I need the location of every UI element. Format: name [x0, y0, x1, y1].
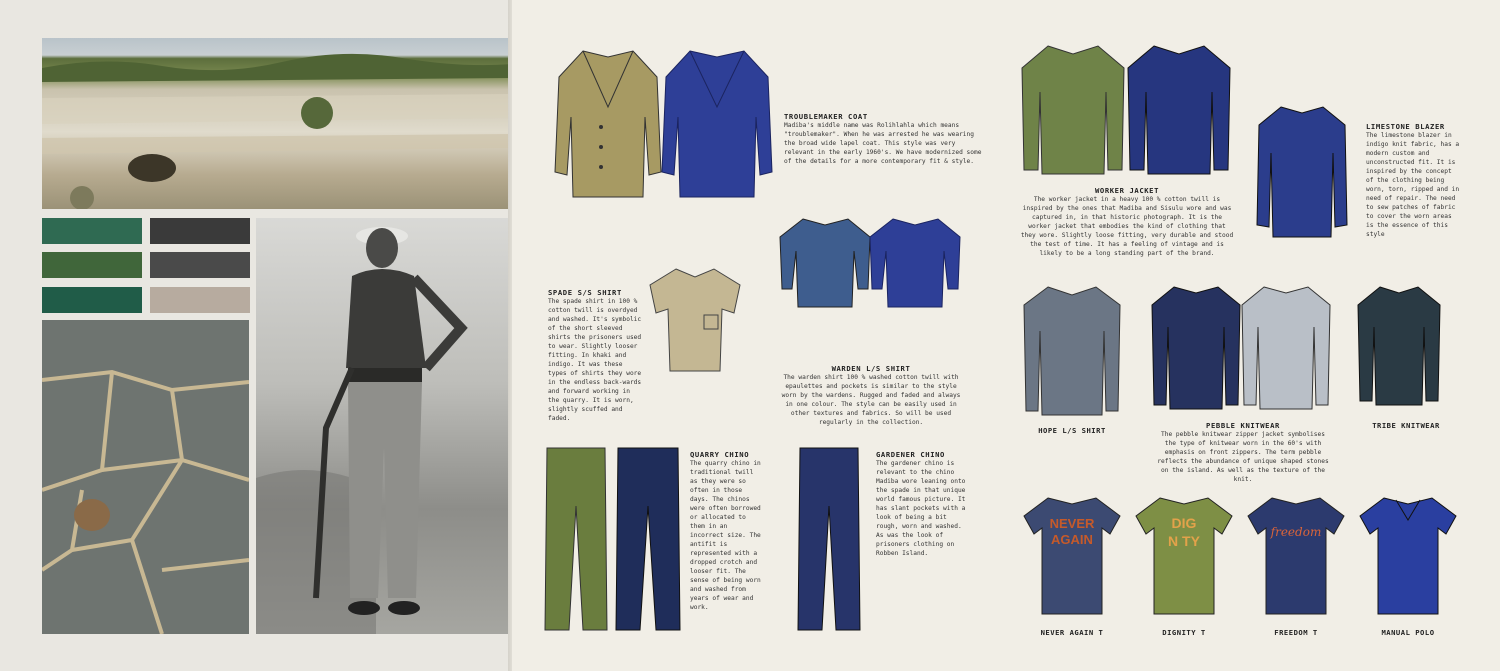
- troublemaker-title: TROUBLEMAKER COAT: [784, 112, 868, 121]
- pebble-knitwear-grey-illustration: [1240, 283, 1332, 411]
- pebble-title: PEBBLE KNITWEAR: [1206, 421, 1280, 430]
- never-again-print-line1: NEVER: [1049, 516, 1095, 531]
- hope-title: HOPE L/S SHIRT: [1038, 426, 1106, 435]
- limestone-blazer-illustration: [1255, 103, 1350, 239]
- gardener-body: The gardener chino is relevant to the chino Madiba wore leaning onto the spade in that unique world famous picture. It has slant pockets with a look of being a bit rough, worn and washed. As was the look of prisoners clothing on Robben Island.: [876, 460, 966, 557]
- quarry-title: QUARRY CHINO: [690, 450, 750, 459]
- pebble-text: [1154, 421, 1332, 484]
- tribe-title: TRIBE KNITWEAR: [1372, 421, 1440, 430]
- warden-shirt-denim-illustration: [778, 215, 873, 310]
- worker-body: The worker jacket in a heavy 100 % cotton twill is inspired by the ones that Madiba and Sisulu wore and was captured in, in that historic photograph. It is the worker jacket that embodies the kind of clothing that they wore. Slightly loose fitting, very durable and stood the test of time. It has a feeling of vintage and is likely to be a long standing part of the brand.: [1020, 196, 1234, 257]
- spade-body: The spade shirt in 100 % cotton twill is overdyed and washed. It's symbolic of the short sleeved shirts the prisoners used to wear. Slightly looser fitting. In khaki and indigo. It was these types of shirts they wore in the endless back-wards and forward working in the quarry. It is worn, slightly scuffed and faded.: [548, 298, 642, 422]
- freedom-title: FREEDOM T: [1274, 628, 1318, 637]
- stone-wall-photo: [42, 320, 249, 634]
- fabric-swatch-6: [150, 287, 250, 313]
- warden-text: [778, 364, 964, 427]
- spade-shirt-illustration: [648, 265, 743, 375]
- pebble-body: The pebble knitwear zipper jacket symbolises the type of knitwear worn in the 60's with emphasis on front zippers. The term pebble reflects the abundance of unique shaped stones on the island. As well as the texture of the knit.: [1157, 431, 1329, 483]
- gardener-title: GARDENER CHINO: [876, 450, 945, 459]
- gardener-chino-illustration: [796, 446, 862, 632]
- limestone-text: [1366, 122, 1462, 239]
- tribe-knitwear-illustration: [1356, 283, 1442, 408]
- warden-title: WARDEN L/S SHIRT: [831, 364, 911, 373]
- limestone-title: LIMESTONE BLAZER: [1366, 122, 1445, 131]
- spade-text: [548, 288, 644, 423]
- fabric-swatch-1: [42, 218, 142, 244]
- fabric-swatch-4: [150, 252, 250, 278]
- left-page: [0, 0, 512, 671]
- troublemaker-coat-blue-illustration: [660, 47, 775, 202]
- manual-polo-illustration: [1358, 494, 1458, 618]
- worker-title: WORKER JACKET: [1094, 186, 1160, 195]
- warden-body: The warden shirt 100 % washed cotton twill with epaulettes and pockets is similar to the style worn by the wardens. Rugged and faded and always in one colour. The style can be easily used in other textures and fabrics. So will be used regularly in the collection.: [781, 374, 961, 426]
- hope-shirt-illustration: [1022, 283, 1122, 418]
- never-again-title: NEVER AGAIN T: [1040, 628, 1104, 637]
- manual-polo-title: MANUAL POLO: [1381, 628, 1435, 637]
- limestone-body: The limestone blazer in indigo knit fabric, has a modern custom and unconstructed fit. It is inspired by the concept of the clothing being worn, torn, ripped and in need of repair. The need to sew patches of fabric to cover the worn areas is the essence of this style: [1366, 132, 1460, 238]
- limestone-quarry-photo: [42, 38, 513, 209]
- fabric-swatch-5: [42, 287, 142, 313]
- warden-shirt-blue-illustration: [868, 215, 963, 310]
- worker-jacket-blue-illustration: [1124, 42, 1234, 177]
- quarry-text: [690, 450, 762, 612]
- troublemaker-body: Madiba's middle name was Rolihlahla which means "troublemaker". When he was arrested he was wearing the broad wide lapel coat. This style was very relevant in the early 1960's. We have modernized some of the details for a more contemporary fit & style.: [784, 122, 982, 165]
- spade-title: SPADE S/S SHIRT: [548, 288, 622, 297]
- dignity-title: DIGNITY T: [1162, 628, 1206, 637]
- freedom-tshirt-illustration: [1246, 494, 1346, 618]
- quarry-body: The quarry chino in traditional twill as they were so often in those days. The chinos were often borrowed or allocated to them in an incorrect size. The antifit is represented with a dropped crotch and looser fit. The sense of being worn and washed from years of wear and work.: [690, 460, 761, 611]
- never-again-print-line2: AGAIN: [1051, 532, 1093, 547]
- worker-text: [1020, 186, 1234, 258]
- dignity-tshirt-illustration: [1134, 494, 1234, 618]
- worker-jacket-green-illustration: [1018, 42, 1128, 177]
- man-with-spade-photo: [256, 218, 513, 634]
- never-again-tshirt-illustration: [1022, 494, 1122, 618]
- pebble-knitwear-navy-illustration: [1150, 283, 1242, 411]
- fabric-swatch-2: [150, 218, 250, 244]
- quarry-chino-green-illustration: [543, 446, 609, 632]
- gardener-text: [876, 450, 966, 558]
- troublemaker-text: [784, 112, 984, 166]
- fabric-swatch-3: [42, 252, 142, 278]
- quarry-chino-denim-illustration: [614, 446, 682, 632]
- troublemaker-coat-khaki-illustration: [553, 47, 663, 202]
- dignity-print-line1: DIG: [1171, 515, 1197, 531]
- dignity-print-line2: N TY: [1168, 533, 1200, 549]
- freedom-print: freedom: [1270, 525, 1322, 539]
